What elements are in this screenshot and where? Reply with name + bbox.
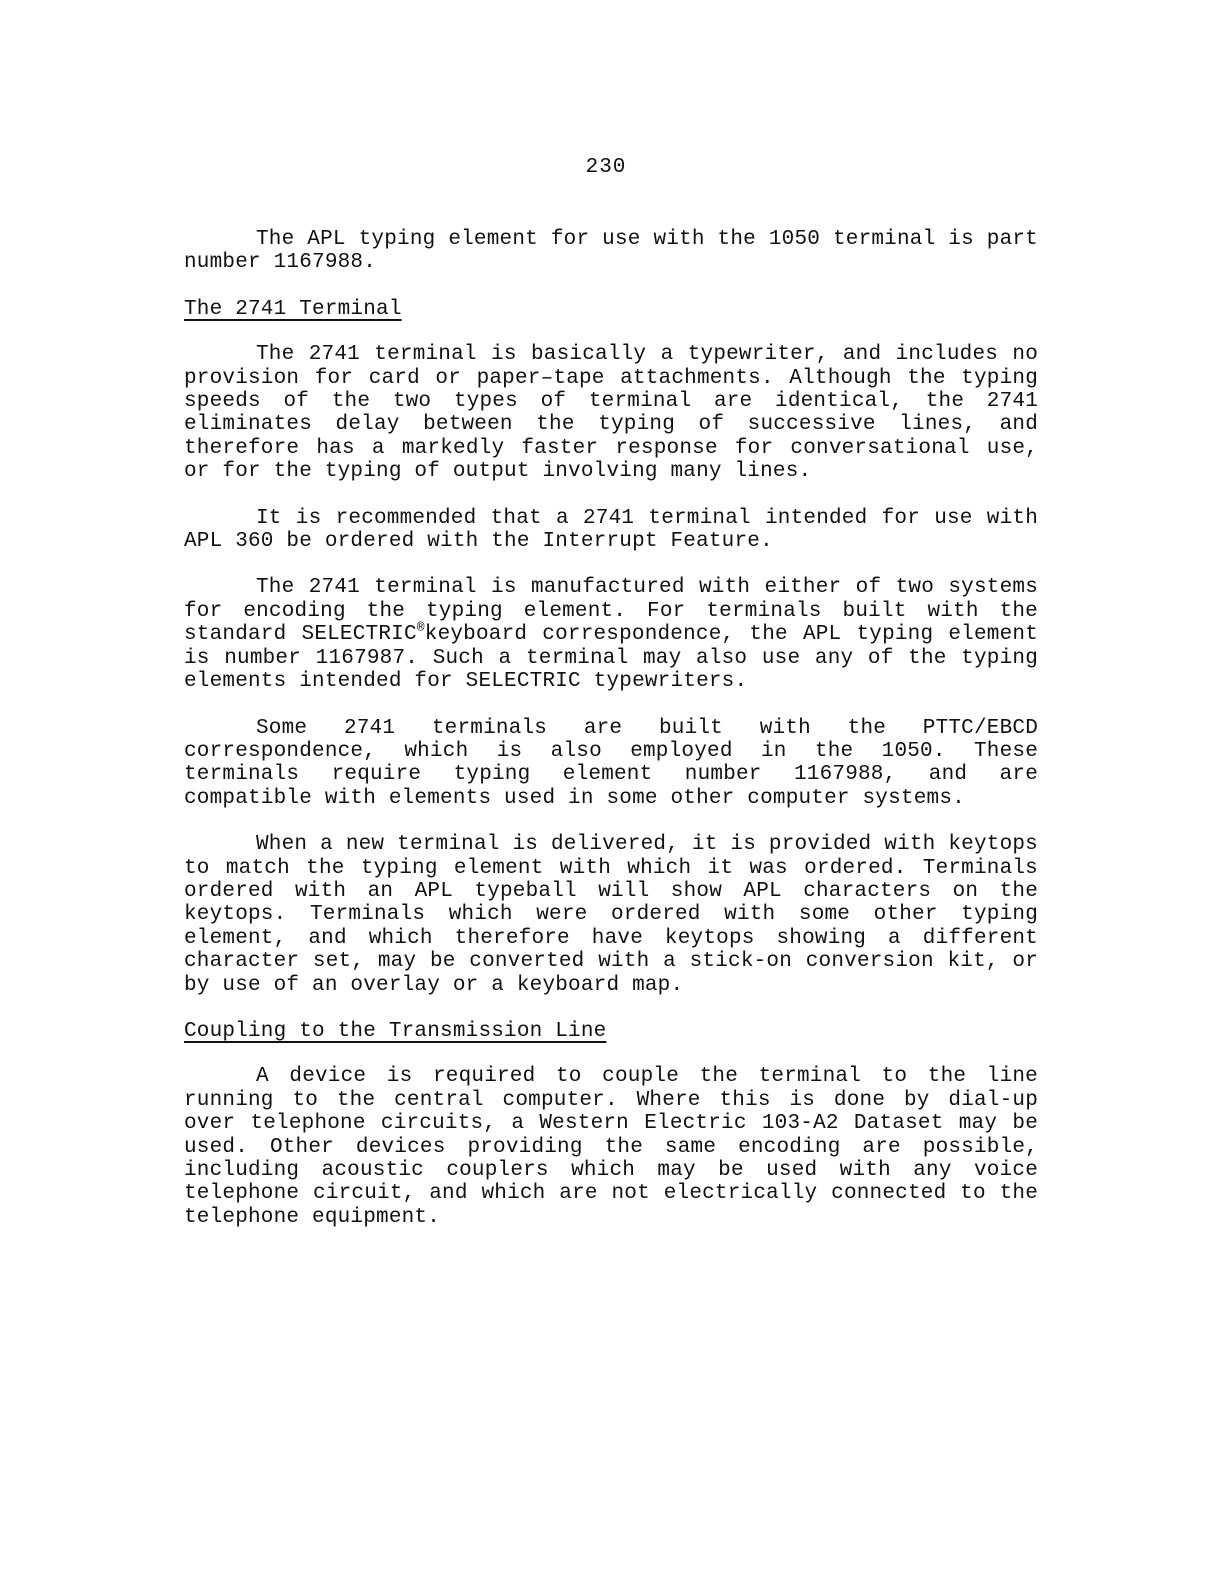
paragraph-keytops: When a new terminal is delivered, it is provided with keytops to match the typing element with which it was ordered. Terminals ordered with an APL typeball will show APL characters on the keytops. Terminals which were ordered with some other typing element, and which therefore have keytops showing a different character set, may be converted with a stick-on conversion kit, or by use of an overlay or a keyboard map. (184, 833, 1038, 997)
registered-mark: ® (416, 620, 425, 636)
paragraph-2741-description: The 2741 terminal is basically a typewriter, and includes no provision for card or paper–tape attachments. Although the typing speeds of the two types of terminal are identical, the 2741 eliminates delay between the typing of successive lines, and therefore has a markedly faster response for conversational use, or for the typing of output involving many lines. (184, 343, 1038, 484)
paragraph-encoding-systems (184, 576, 1038, 693)
paragraph-coupling-device: A device is required to couple the terminal to the line running to the central computer. Where this is done by dial-up over telephone circuits, a Western Electric 103-A2 Dataset may be used. Other devices providing the same encoding are possible, including acoustic couplers which may be used with any voice telephone circuit, and which are not electrically connected to the telephone equipment. (184, 1065, 1038, 1229)
encoding-text-before: The 2741 terminal is manufactured with either of two systems for encoding the typing element. For terminals built with the standard SELECTRIC (184, 576, 1038, 647)
page-number: 230 (585, 156, 627, 179)
section-heading-2741-terminal: The 2741 Terminal (184, 297, 402, 321)
document-body (184, 228, 1038, 1252)
paragraph-interrupt-feature: It is recommended that a 2741 terminal intended for use with APL 360 be ordered with the Interrupt Feature. (184, 506, 1038, 554)
paragraph-pttc-ebcd: Some 2741 terminals are built with the PTTC/EBCD correspondence, which is also employed in the 1050. These terminals require typing element number 1167988, and are compatible with elements used in some other computer systems. (184, 716, 1038, 810)
paragraph-1050-typing-element: The APL typing element for use with the 1050 terminal is part number 1167988. (184, 228, 1038, 275)
section-heading-coupling: Coupling to the Transmission Line (184, 1019, 607, 1043)
encoding-text-after: keyboard correspondence, the APL typing element is number 1167987. Such a terminal may also use any of the typing elements intended for SELECTRIC typewriters. (184, 623, 1038, 694)
